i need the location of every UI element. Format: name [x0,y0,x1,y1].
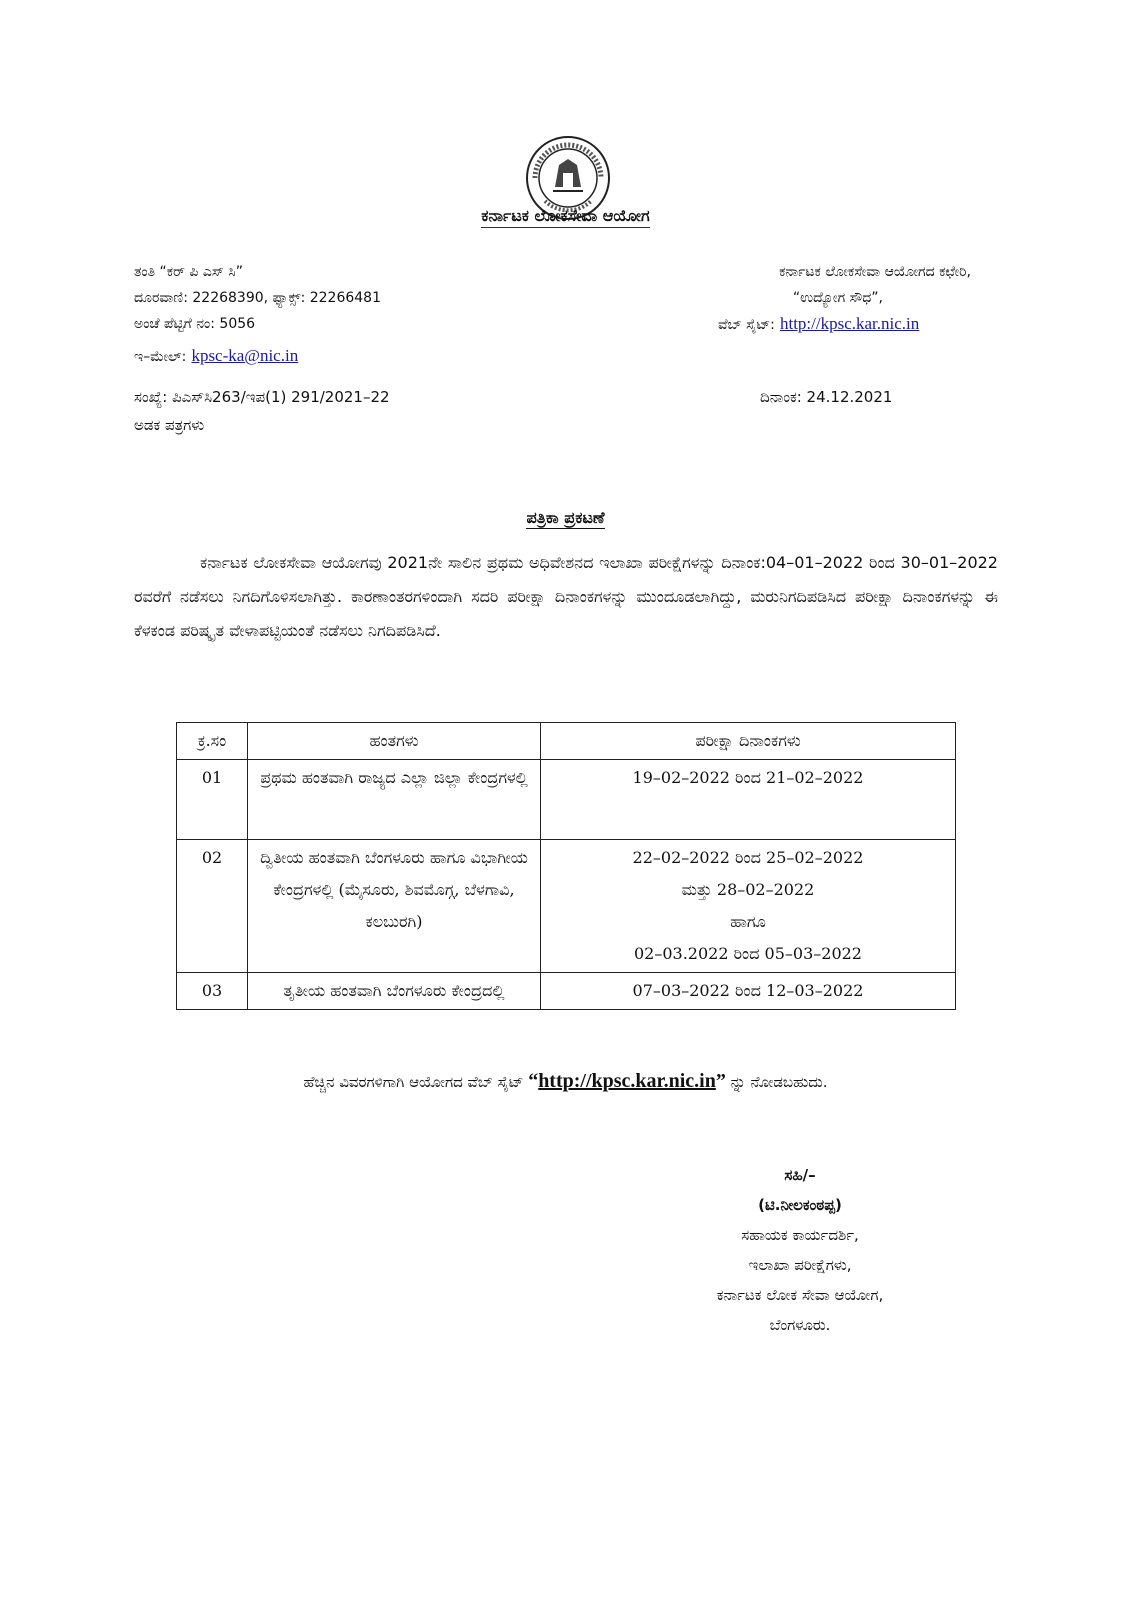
table-row [177,840,956,973]
signatory-city: ಬೆಂಗಳೂರು. [769,1316,831,1334]
office-line: ಕರ್ನಾಟಕ ಲೋಕಸೇವಾ ಆಯೋಗದ ಕಛೇರಿ, [779,264,971,280]
row-phase: ತೃತೀಯ ಹಂತವಾಗಿ ಬೆಂಗಳೂರು ಕೇಂದ್ರದಲ್ಲಿ [248,973,541,1010]
org-title-text: ಕರ್ನಾಟಕ ಲೋಕಸೇವಾ ಆಯೋಗ [481,206,649,228]
table-row [177,760,956,840]
row-phase: ದ್ವಿತೀಯ ಹಂತವಾಗಿ ಬೆಂಗಳೂರು ಹಾಗೂ ವಿಭಾಗೀಯ ಕೇಂದ್ರಗಳಲ್ಲಿ (ಮೈಸೂರು, ಶಿವಮೊಗ್ಗ, ಬೆಳಗಾವಿ, ಕಲಬುರಗಿ) [248,840,541,973]
website-line [718,314,919,334]
signature-block [640,1160,960,1340]
date-line: 19–02–2022 ರಿಂದ 21–02–2022 [632,768,864,787]
date: ದಿನಾಂಕ: 24.12.2021 [760,388,893,406]
email-link[interactable]: kpsc-ka@nic.in [191,346,299,365]
signature-signed: ಸಹಿ/– [784,1166,816,1184]
more-info-open-quote: “ [528,1070,539,1092]
signatory-department: ಇಲಾಖಾ ಪರೀಕ್ಷೆಗಳು, [748,1256,852,1274]
row-serial: 03 [177,973,248,1010]
schedule-table [176,722,956,1010]
table-header-row [177,723,956,760]
more-info-suffix: ನ್ನು ನೋಡಬಹುದು. [730,1073,828,1091]
enclosures: ಅಡಕ ಪತ್ರಗಳು [134,416,205,434]
press-release-title [0,508,1131,528]
date-line: 07–03–2022 ರಿಂದ 12–03–2022 [632,981,864,1000]
header-phase: ಹಂತಗಳು [248,723,541,760]
row-dates [541,973,956,1010]
more-info-line [0,1070,1131,1093]
reference-number: ಸಂಖ್ಯೆ: ಪಿಎಸ್‌ಸಿ263/ಇಪ(1) 291/2021–22 [134,388,390,406]
date-line: 22–02–2022 ರಿಂದ 25–02–2022 [632,848,864,867]
table-row [177,973,956,1010]
date-line: 02–03.2022 ರಿಂದ 05–03–2022 [633,944,862,963]
row-phase: ಪ್ರಥಮ ಹಂತವಾಗಿ ರಾಜ್ಯದ ಎಲ್ಲಾ ಜಿಲ್ಲಾ ಕೇಂದ್ರಗಳಲ್ಲಿ [248,760,541,840]
signatory-designation: ಸಹಾಯಕ ಕಾರ್ಯದರ್ಶಿ, [741,1226,859,1244]
email-line [134,346,298,366]
more-info-prefix: ಹೆಚ್ಚಿನ ವಿವರಗಳಿಗಾಗಿ ಆಯೋಗದ ವೆಬ್ ಸೈಟ್ [303,1073,524,1091]
header-serial: ಕ್ರ.ಸಂ [177,723,248,760]
header-dates: ಪರೀಕ್ಷಾ ದಿನಾಂಕಗಳು [541,723,956,760]
phone-line: ದೂರವಾಣಿ: 22268390, ಫ್ಯಾಕ್ಸ್: 22266481 [134,290,382,306]
more-info-website-link[interactable]: http://kpsc.kar.nic.in [538,1070,716,1092]
signatory-name: (ಟಿ.ನೀಲಕಂಠಪ್ಪ) [758,1196,842,1214]
press-release-body: ಕರ್ನಾಟಕ ಲೋಕಸೇವಾ ಆಯೋಗವು 2021ನೇ ಸಾಲಿನ ಪ್ರಥಮ ಅಧಿವೇಶನದ ಇಲಾಖಾ ಪರೀಕ್ಷೆಗಳನ್ನು ದಿನಾಂಕ:04–01–2022 ರಿಂದ 30–01–2022 ರವರೆಗೆ ನಡೆಸಲು ನಿಗದಿಗೊಳಿಸಲಾಗಿತ್ತು. ಕಾರಣಾಂತರಗಳಿಂದಾಗಿ ಸದರಿ ಪರೀಕ್ಷಾ ದಿನಾಂಕಗಳನ್ನು ಮುಂದೂಡಲಾಗಿದ್ದು, ಮರುನಿಗದಿಪಡಿಸಿದ ಪರೀಕ್ಷಾ ದಿನಾಂಕಗಳನ್ನು ಈ ಕೆಳಕಂಡ ಪರಿಷ್ಕೃತ ವೇಳಾಪಟ್ಟಿಯಂತೆ ನಡೆಸಲು ನಿಗದಿಪಡಿಸಿದೆ. [134,553,998,640]
row-dates [541,760,956,840]
row-serial: 01 [177,760,248,840]
building-line: “ಉದ್ಯೋಗ ಸೌಧ”, [792,290,883,306]
row-dates [541,840,956,973]
date-line: ಹಾಗೂ [730,912,766,931]
date-line: ಮತ್ತು 28–02–2022 [681,880,815,899]
pobox-line: ಅಂಚೆ ಪೆಟ್ಟಿಗೆ ನಂ: 5056 [134,316,256,332]
telegram-line: ತಂತಿ “ಕರ್ ಪಿ ಎಸ್ ಸಿ” [134,264,243,280]
website-label: ವೆಬ್ ಸೈಟ್: [718,317,775,333]
more-info-close-quote: ” [715,1070,726,1092]
press-release-title-text: ಪತ್ರಿಕಾ ಪ್ರಕಟಣೆ [526,508,605,527]
row-serial: 02 [177,840,248,973]
org-title [0,206,1131,226]
signatory-organization: ಕರ್ನಾಟಕ ಲೋಕ ಸೇವಾ ಆಯೋಗ, [716,1286,884,1304]
website-link[interactable]: http://kpsc.kar.nic.in [779,314,920,333]
email-label: ಇ–ಮೇಲ್: [134,349,187,365]
